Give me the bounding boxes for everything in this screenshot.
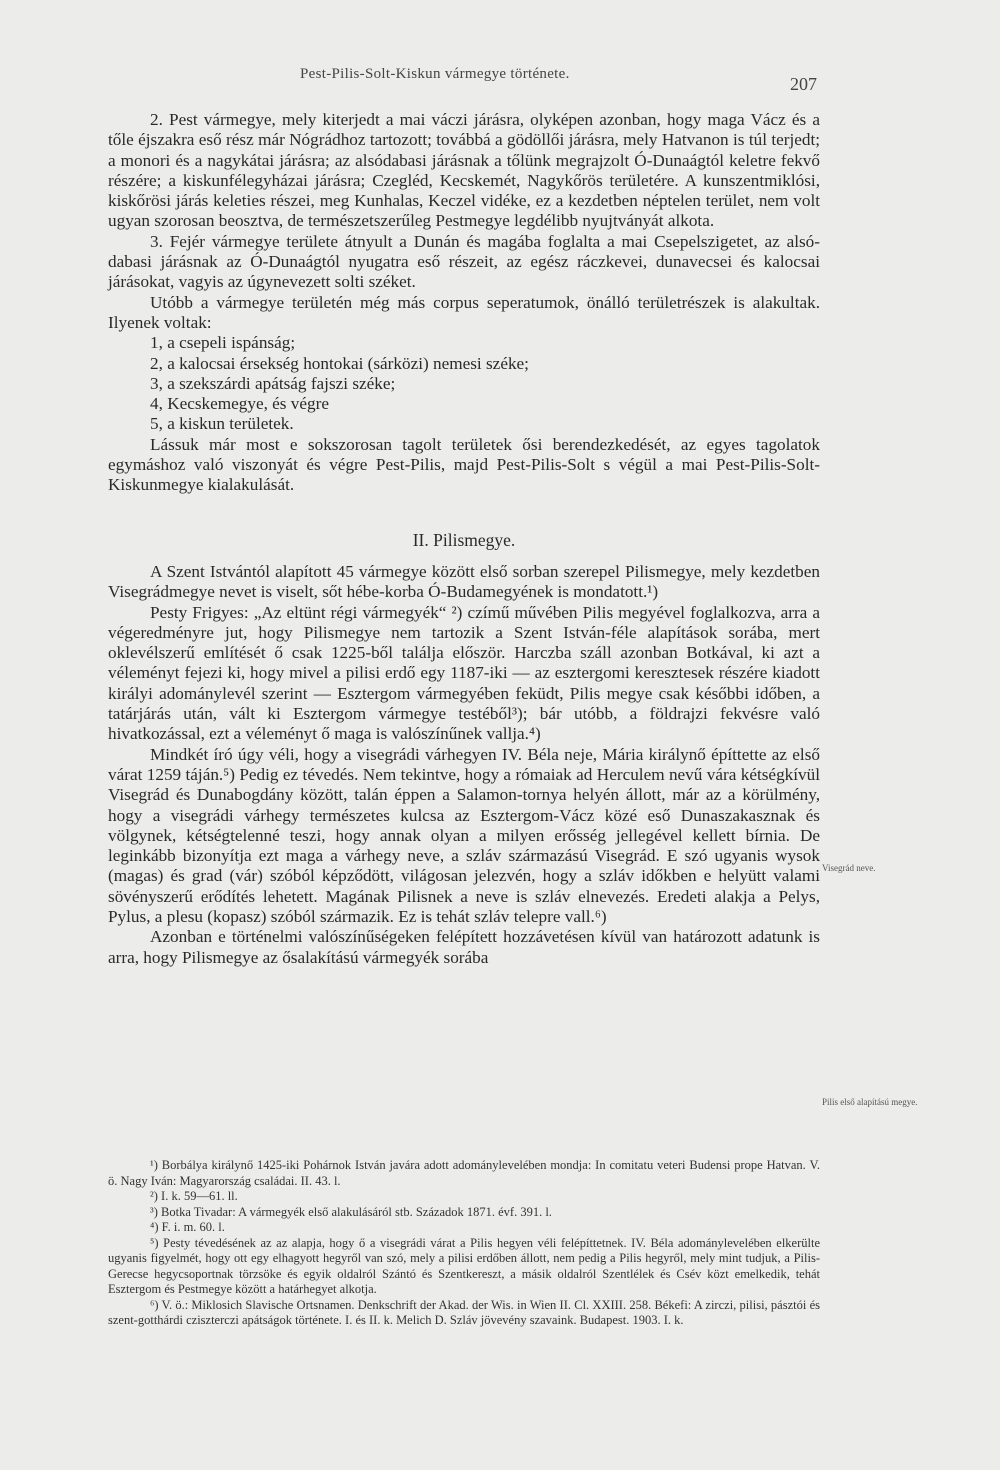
paragraph-pilis-intro: A Szent Istvántól alapított 45 vármegye között első sorban szerepel Pilismegye, mely kezdetben Visegrádmegye nevet is viselt, sőt hébe-korba Ó-Budamegyének is mondatott.¹) bbox=[108, 561, 820, 602]
paragraph-visegrad: Mindkét író úgy véli, hogy a visegrádi várhegyen IV. Béla neje, Mária királynő építtette az első várat 1259 táján.⁵) Pedig ez tévedés. Nem tekintve, hogy a rómaiak ad Herculem nevű vára kétségkívül Visegrád és Dunabogdány között, talán éppen a Salamon-tornya helyén állott, már az a körülmény, hogy a visegrádi várhegy természetes kulcsa az Esztergom-Vácz közé eső Dunaszakasznak és völgynek, kétségtelenné teszi, hogy annak olyan a milyen erősség jellegével kellett bírnia. De leginkább bizonyítja ezt maga a várhegy neve, a szláv származású Visegrád. E szó ugyanis wysok (magas) és grad (vár) szóból képződött, világosan jelezvén, hogy a szláv időkben e helyütt valami sövényszerű erődítés lehetett. Magának Pilisnek a neve is szláv elnevezés. Eredeti alakja a Pelys, Pylus, a plesu (kopasz) szóból származik. Ez is tehát szláv telepre vall.⁶) bbox=[108, 744, 820, 926]
list-item: 4, Kecskemegye, és végre bbox=[150, 394, 329, 414]
running-header: Pest-Pilis-Solt-Kiskun vármegye története. bbox=[300, 66, 570, 82]
footnote: ⁵) Pesty tévedésének az az alapja, hogy ő a visegrádi várat a Pilis hegyen véli felépíttetnek. IV. Béla adománylevelében elkerülte ugyanis figyelmét, hogy ott egy elhagyott hegyről van szó, mely a pilisi erdőben állott, nem pedig a Pilis hegyről, mely mint tudjuk, a Pilis-Gerecse hegycsoportnak törzsöke és egyik oldalról Szántó és Szentkereszt, a másik oldalról Szentlélek és Csév közt emelkedik, tehát Esztergom és Pestmegye között a határhegyet alkotja. bbox=[108, 1235, 820, 1296]
paragraph-pest: 2. Pest vármegye, mely kiterjedt a mai váczi járásra, olyképen azonban, hogy maga Vácz és a tőle éjszakra eső rész már Nógrádhoz tartozott; továbbá a gödöllői járásra, mely Hatvanon is túl terjedt; a monori és a nagykátai járásra; az alsódabasi járásnak a tőlünk megrajzolt Ó-Dunaágtól keletre fekvő részére; a kiskunfélegyházai járásra; Czegléd, Kecskemét, Nagykőrös területére. A kunszentmiklósi, kiskőrösi járás keleties részei, meg Kunhalas, Keczel vidéke, ez a kezdetben néptelen terület, nem volt ugyan szorosan beosztva, de természetszerűleg Pestmegye legdélibb nyujtványát alkota. bbox=[108, 110, 820, 231]
main-text bbox=[108, 110, 820, 968]
margin-note-visegrad: Visegrád neve. bbox=[822, 863, 876, 873]
margin-note-pilis: Pilis első alapítású megye. bbox=[822, 1097, 918, 1107]
paragraph-fejer: 3. Fejér vármegye területe átnyult a Dunán és magába foglalta a mai Csepelszigetet, az alsó-dabasi járásnak az Ó-Dunaágtól nyugatra eső részeit, az egész ráczkevei, dunavecsei és kalocsai járásokat, vagyis az úgynevezett solti széket. bbox=[108, 231, 820, 292]
footnote: ⁶) V. ö.: Miklosich Slavische Ortsnamen. Denkschrift der Akad. der Wis. in Wien II. Cl. XXIII. 258. Békefi: A zirczi, pilisi, pásztói és szent-gotthárdi cziszterczi apátságok története. I. és II. k. Melich D. Szláv jövevény szavaink. Budapest. 1903. I. k. bbox=[108, 1297, 820, 1327]
section-title: II. Pilismegye. bbox=[412, 529, 516, 550]
footnote: ³) Botka Tivadar: A vármegyék első alakulásáról stb. Századok 1871. évf. 391. l. bbox=[150, 1204, 552, 1219]
footnotes bbox=[108, 1158, 820, 1329]
footnote: ²) I. k. 59—61. ll. bbox=[150, 1189, 238, 1203]
list-item: 1, a csepeli ispánság; bbox=[150, 333, 296, 353]
list-item: 3, a szekszárdi apátság fajszi széke; bbox=[150, 373, 396, 393]
footnote: ¹) Borbálya királynő 1425-iki Pohárnok István javára adott adománylevelében mondja: In comitatu veteri Budensi prope Hatvan. V. ö. Nagy Iván: Magyarország családai. II. 43. l. bbox=[108, 1158, 820, 1188]
list-item: 5, a kiskun területek. bbox=[150, 414, 294, 434]
paragraph-azonban: Azonban e történelmi valószínűségeken felépített hozzávetésen kívül van határozott adatunk is arra, hogy Pilismegye az ősalakítású vármegyék sorába bbox=[108, 927, 820, 967]
paragraph-pesty: Pesty Frigyes: „Az eltünt régi vármegyék“ ²) czímű művében Pilis megyével foglalkozva, arra a végeredményre jut, hogy Pilismegye nem tartozik a Szent István-féle alapítások sorába, mert oklevélszerű említését ő csak 1225-ből találja először. Harczba száll azonban Botkával, ki azt a véleményt fejezi ki, hogy mivel a pilisi erdő egy 1187-iki — az esztergomi keresztesek részére kiadott királyi adománylevél szerint — Esztergom vármegyében feküdt, Pilis megye csak későbbi időben, a tatárjárás után, vált ki Esztergom vármegye testéből³); bár utóbb, a földrajzi fekvésre való hivatkozással, ezt a véleményt ő maga is valószínűnek vallja.⁴) bbox=[108, 602, 820, 744]
page-number: 207 bbox=[790, 74, 817, 94]
list-item: 2, a kalocsai érsekség hontokai (sárközi) nemesi széke; bbox=[150, 353, 529, 373]
paragraph-lassuk: Lássuk már most e sokszorosan tagolt területek ősi berendezkedését, az egyes tagolatok egymáshoz való viszonyát és végre Pest-Pilis, majd Pest-Pilis-Solt s végül a mai Pest-Pilis-Solt-Kiskunmegye kialakulását. bbox=[108, 434, 820, 495]
paragraph-later-units: Utóbb a vármegye területén még más corpus seperatumok, önálló területrészek is alakultak. Ilyenek voltak: bbox=[108, 292, 820, 332]
footnote: ⁴) F. i. m. 60. l. bbox=[150, 1220, 225, 1234]
